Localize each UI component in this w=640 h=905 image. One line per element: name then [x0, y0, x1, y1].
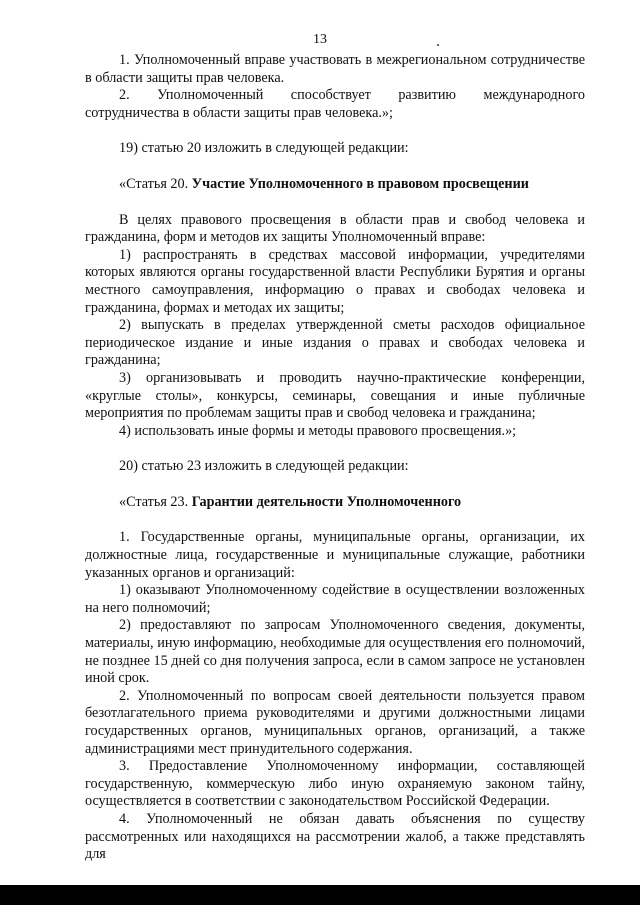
- paragraph: 2) выпускать в пределах утвержденной сметы расходов официальное периодическое издание и иные издания о правах и свободах человека и гражданина;: [85, 317, 585, 369]
- paragraph: 2. Уполномоченный способствует развитию международного сотрудничества в области защиты прав человека.»;: [85, 87, 585, 121]
- paragraph: 1. Государственные органы, муниципальные органы, организации, их должностные лица, государственные и муниципальные служащие, работники указанных органов и организаций:: [85, 529, 585, 581]
- scan-speck: [437, 44, 439, 46]
- article-23-heading: [85, 494, 585, 512]
- article-20-heading: [85, 176, 585, 194]
- paragraph: 1) оказывают Уполномоченному содействие в осуществлении возложенных на него полномочий;: [85, 582, 585, 616]
- page-number: 13: [313, 32, 327, 47]
- paragraph: 3. Предоставление Уполномоченному информации, составляющей государственную, коммерческую либо иную охраняемую законом тайну, осуществляется в соответствии с законодательством Российской Федерации.: [85, 758, 585, 810]
- paragraph: 19) статью 20 изложить в следующей редакции:: [119, 140, 409, 157]
- article-23-title: Гарантии деятельности Уполномоченного: [191, 493, 462, 510]
- article-23-prefix: «Статья 23.: [119, 493, 192, 510]
- paragraph: 1. Уполномоченный вправе участвовать в межрегиональном сотрудничестве в области защиты прав человека.: [85, 52, 585, 86]
- document-body: [85, 52, 585, 864]
- article-20-title: Участие Уполномоченного в правовом просвещении: [191, 175, 529, 192]
- paragraph: 1) распространять в средствах массовой информации, учредителями которых являются органы государственной власти Республики Бурятия и органы местного самоуправления, информацию о правах и свободах человека и гражданина, формах и методах их защиты;: [85, 246, 585, 316]
- paragraph: В целях правового просвещения в области прав и свобод человека и гражданина, форм и методов их защиты Уполномоченный вправе:: [85, 211, 585, 246]
- article-20-prefix: «Статья 20.: [119, 175, 192, 192]
- paragraph: 4. Уполномоченный не обязан давать объяснения по существу рассмотренных или находящихся на рассмотрении жалоб, а также представлять для: [85, 810, 585, 863]
- paragraph: 3) организовывать и проводить научно-практические конференции, «круглые столы», конкурсы, семинары, совещания и иные публичные мероприятия по проблемам защиты прав и свобод человека и гражданина;: [85, 369, 585, 422]
- scan-border: [0, 885, 640, 905]
- paragraph: 4) использовать иные формы и методы правового просвещения.»;: [119, 422, 517, 439]
- paragraph: 2) предоставляют по запросам Уполномоченного сведения, документы, материалы, иную информацию, необходимые для осуществления его полномочий, не позднее 15 дней со дня получения запроса, если в самом запросе не установлен иной срок.: [85, 617, 585, 687]
- paragraph: 2. Уполномоченный по вопросам своей деятельности пользуется правом безотлагательного приема руководителями и другими должностными лицами государственных органов, муниципальных органов, организаций, а также администрациями мест принудительного содержания.: [85, 687, 585, 757]
- paragraph: 20) статью 23 изложить в следующей редакции:: [119, 458, 409, 475]
